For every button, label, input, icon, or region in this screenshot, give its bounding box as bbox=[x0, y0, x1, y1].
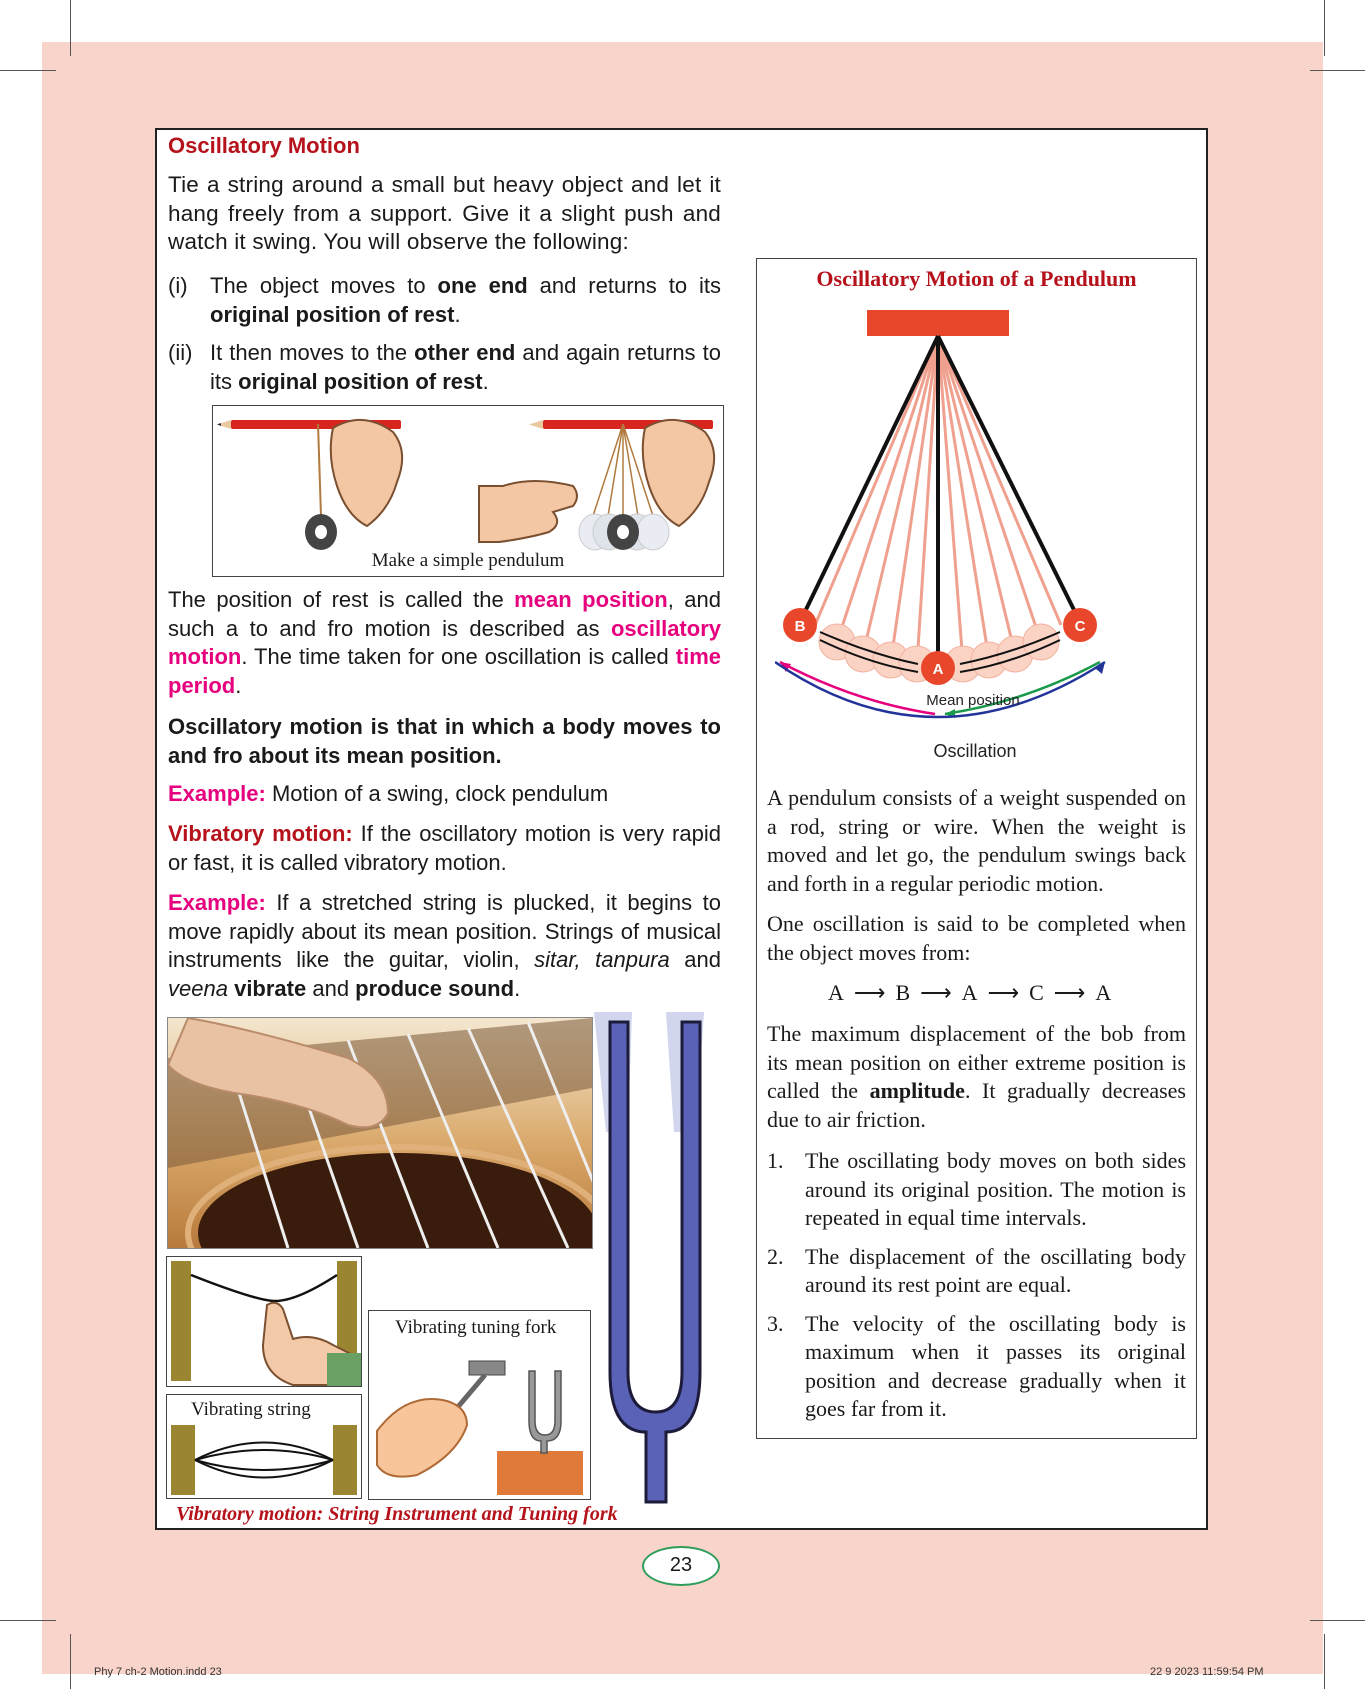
example-label: Example: bbox=[168, 781, 266, 806]
crop-mark bbox=[1324, 1634, 1325, 1689]
mean-position-paragraph bbox=[168, 586, 721, 700]
arrow-right-icon: ⟶ bbox=[1053, 980, 1086, 1005]
tuning-fork-large bbox=[592, 1012, 728, 1510]
observation-bold: one end bbox=[437, 273, 528, 298]
arrow-right-icon: ⟶ bbox=[853, 980, 886, 1005]
para-text: . It gradually decreases due to air friction. bbox=[767, 1078, 1186, 1132]
pendulum-box-title: Oscillatory Motion of a Pendulum bbox=[816, 266, 1137, 291]
properties-list bbox=[767, 1147, 1186, 1424]
vibratory-motion-paragraph bbox=[168, 820, 721, 877]
footer-right: 22 9 2023 11:59:54 PM bbox=[1150, 1666, 1264, 1678]
hammer-and-fork-illustration bbox=[369, 1311, 590, 1499]
pendulum-swing-diagram bbox=[775, 302, 1175, 762]
list-number: 2. bbox=[767, 1243, 784, 1269]
example-swing bbox=[168, 780, 721, 809]
observation-text: and returns to its bbox=[527, 273, 721, 298]
mean-position-label: Mean position bbox=[926, 692, 1020, 709]
example-text: If a stretched string is plucked, it begins to move rapidly about its mean position. Strings of musical instruments like the guitar, violin, bbox=[168, 890, 721, 972]
example-string bbox=[168, 889, 721, 1003]
example-text: and bbox=[669, 947, 721, 972]
amplitude-paragraph bbox=[767, 1020, 1186, 1134]
list-text: The oscillating body moves on both sides around its original position. The motion is repeated in equal time intervals. bbox=[805, 1148, 1186, 1230]
point-c-label: C bbox=[1074, 618, 1086, 635]
example-text: . bbox=[514, 975, 521, 1001]
para-text: The position of rest is called the bbox=[168, 587, 515, 612]
pendulum-figure-caption: Make a simple pendulum bbox=[371, 550, 565, 571]
crop-mark bbox=[0, 70, 56, 71]
observation-text: The object moves to bbox=[210, 273, 438, 298]
para-text: The maximum displacement of the bob from its mean position on either extreme position is called the bbox=[767, 1021, 1186, 1103]
oscillation-label: Oscillation bbox=[933, 741, 1017, 761]
sequence-point: A bbox=[961, 980, 978, 1005]
point-b-label: B bbox=[794, 618, 806, 635]
observation-text: and again returns to its bbox=[210, 340, 721, 394]
tuning-fork-label: Vibrating tuning fork bbox=[395, 1317, 557, 1338]
pendulum-diagram bbox=[775, 302, 1175, 762]
figure-bottom-caption: Vibratory motion: String Instrument and Tuning fork bbox=[176, 1503, 618, 1525]
finger-plucking-string-illustration bbox=[167, 1257, 361, 1386]
para-text: . The time taken for one oscillation is called bbox=[241, 644, 676, 669]
simple-pendulum-figure bbox=[212, 405, 724, 577]
vibratory-label: Vibratory motion: bbox=[168, 821, 353, 846]
sequence-point: A bbox=[828, 980, 844, 1005]
plucked-string-figure bbox=[166, 1256, 362, 1387]
italic-term: tanpura bbox=[595, 947, 670, 972]
para-text: . bbox=[235, 672, 242, 698]
observation-item bbox=[168, 272, 721, 329]
crop-mark bbox=[0, 1620, 56, 1621]
guitar-strings-illustration bbox=[168, 1018, 592, 1248]
guitar-photo bbox=[167, 1017, 593, 1249]
pendulum-paragraph-2: One oscillation is said to be completed when the object moves from: bbox=[767, 911, 1186, 965]
box-heading: Oscillatory Motion bbox=[168, 133, 360, 158]
keyword-amplitude: amplitude bbox=[869, 1078, 965, 1103]
observation-text: . bbox=[482, 368, 489, 394]
list-number: 1. bbox=[767, 1148, 784, 1173]
arrow-right-icon: ⟶ bbox=[987, 980, 1020, 1005]
vibrating-string-figure bbox=[166, 1394, 362, 1499]
intro-paragraph: Tie a string around a small but heavy object and let it hang freely from a support. Give it a slight push and watch it swing. You will observe the following: bbox=[168, 172, 721, 254]
vibrating-string-label: Vibrating string bbox=[191, 1399, 311, 1420]
example-label: Example: bbox=[168, 890, 266, 915]
keyword-mean-position: mean position bbox=[514, 587, 668, 612]
crop-mark bbox=[70, 0, 71, 56]
page-number: 23 bbox=[642, 1546, 720, 1586]
oscillation-sequence bbox=[828, 980, 1111, 1006]
definition: Oscillatory motion is that in which a body moves to and fro about its mean position. bbox=[168, 714, 721, 768]
bold-term: vibrate bbox=[234, 975, 307, 1001]
observation-bold: other end bbox=[414, 340, 516, 365]
observation-list bbox=[168, 272, 721, 396]
observation-number: (ii) bbox=[168, 340, 193, 365]
observation-number: (i) bbox=[168, 273, 188, 298]
crop-mark bbox=[70, 1634, 71, 1689]
list-item bbox=[767, 1147, 1186, 1233]
vibrating-tuning-fork-figure bbox=[368, 1310, 591, 1500]
crop-mark bbox=[1310, 1620, 1365, 1621]
observation-bold: original position of rest bbox=[238, 368, 483, 394]
italic-term: sitar, bbox=[534, 947, 581, 972]
list-item bbox=[767, 1310, 1186, 1424]
example-text: and bbox=[306, 975, 356, 1001]
crop-mark bbox=[1310, 70, 1365, 71]
sequence-point: B bbox=[895, 980, 911, 1005]
para-text: , and such a to and fro motion is described as bbox=[168, 587, 722, 641]
footer-left: Phy 7 ch-2 Motion.indd 23 bbox=[94, 1666, 222, 1678]
italic-term: veena bbox=[168, 975, 228, 1001]
vibratory-text: If the oscillatory motion is very rapid or fast, it is called vibratory motion. bbox=[168, 821, 721, 875]
list-text: The velocity of the oscillating body is maximum when it passes its original position and decrease gradually when it goes far from it. bbox=[805, 1310, 1186, 1421]
keyword-time-period: time period bbox=[168, 644, 721, 698]
list-item bbox=[767, 1243, 1186, 1300]
sequence-point: C bbox=[1029, 980, 1044, 1005]
observation-text: . bbox=[454, 301, 461, 327]
observation-item bbox=[168, 339, 721, 396]
sequence-point: A bbox=[1095, 980, 1112, 1005]
list-number: 3. bbox=[767, 1310, 784, 1336]
bold-term: produce sound bbox=[355, 975, 515, 1001]
list-text: The displacement of the oscillating body around its rest point are equal. bbox=[805, 1243, 1186, 1297]
tuning-fork-icon bbox=[592, 1012, 728, 1510]
point-a-label: A bbox=[932, 661, 944, 678]
observation-text: It then moves to the bbox=[210, 340, 415, 365]
observation-bold: original position of rest bbox=[210, 301, 455, 327]
keyword-oscillatory-motion: oscillatory motion bbox=[168, 615, 721, 669]
arrow-right-icon: ⟶ bbox=[920, 980, 952, 1005]
example-text: Motion of a swing, clock pendulum bbox=[265, 781, 609, 806]
pendulum-paragraph-1: A pendulum consists of a weight suspended on a rod, string or wire. When the weight is moved and let go, the pendulum swings back and forth in a regular periodic motion. bbox=[767, 785, 1186, 896]
crop-mark bbox=[1324, 0, 1325, 56]
